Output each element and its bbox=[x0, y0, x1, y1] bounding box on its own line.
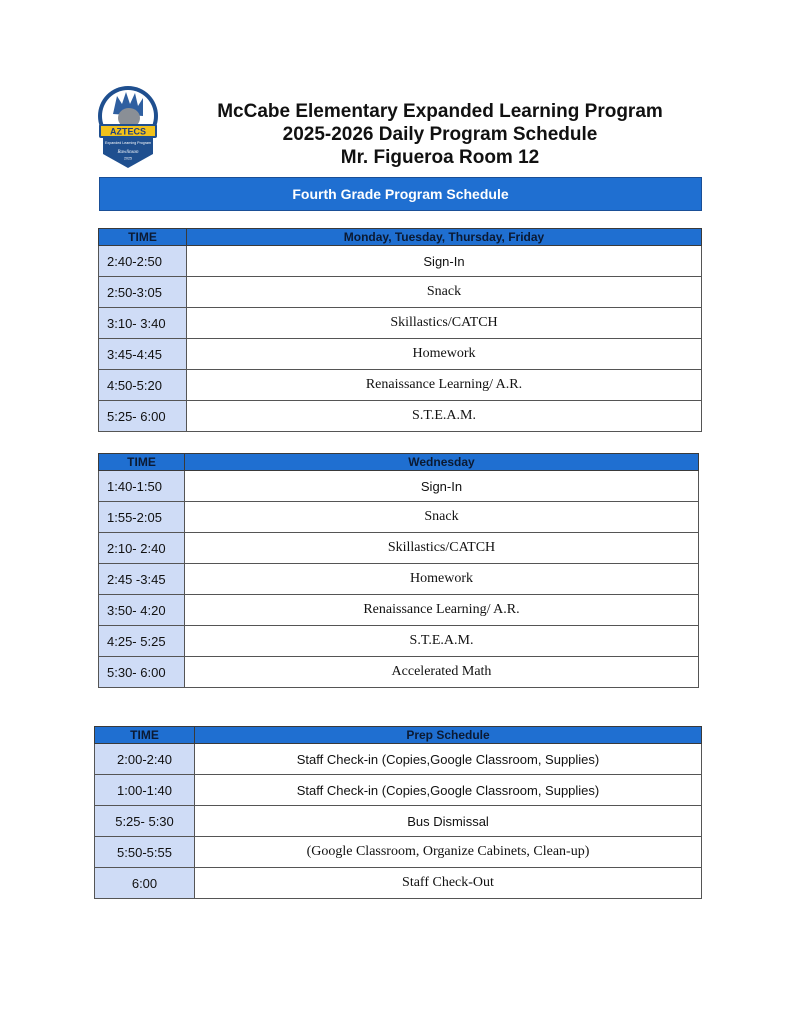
table-row bbox=[99, 401, 702, 432]
table-row bbox=[95, 837, 702, 868]
days-column-header: Monday, Tuesday, Thursday, Friday bbox=[187, 229, 702, 246]
time-cell: 4:50-5:20 bbox=[99, 370, 187, 401]
time-cell: 1:55-2:05 bbox=[99, 502, 185, 533]
table-row bbox=[99, 626, 699, 657]
activity-cell: (Google Classroom, Organize Cabinets, Clean-up) bbox=[195, 837, 702, 868]
wednesday-schedule-table bbox=[98, 453, 699, 688]
svg-text:2025: 2025 bbox=[124, 156, 132, 161]
time-cell: 2:40-2:50 bbox=[99, 246, 187, 277]
table-row bbox=[99, 564, 699, 595]
time-cell: 3:45-4:45 bbox=[99, 339, 187, 370]
time-cell: 2:45 -3:45 bbox=[99, 564, 185, 595]
time-cell: 2:00-2:40 bbox=[95, 744, 195, 775]
table-row bbox=[95, 775, 702, 806]
table-row bbox=[99, 339, 702, 370]
table-row bbox=[95, 806, 702, 837]
activity-cell: Snack bbox=[185, 502, 699, 533]
time-cell: 1:40-1:50 bbox=[99, 471, 185, 502]
activity-cell: Staff Check-Out bbox=[195, 868, 702, 899]
table-row bbox=[99, 533, 699, 564]
days-column-header: Wednesday bbox=[185, 454, 699, 471]
time-cell: 5:25- 6:00 bbox=[99, 401, 187, 432]
table-header-row bbox=[99, 229, 702, 246]
table-header-row bbox=[95, 727, 702, 744]
prep-column-header: Prep Schedule bbox=[195, 727, 702, 744]
svg-text:Expanded Learning Program: Expanded Learning Program bbox=[105, 141, 151, 145]
page-title bbox=[200, 100, 680, 169]
table-header-row bbox=[99, 454, 699, 471]
time-column-header: TIME bbox=[95, 727, 195, 744]
time-cell: 2:50-3:05 bbox=[99, 277, 187, 308]
table-row bbox=[99, 657, 699, 688]
table-row bbox=[99, 595, 699, 626]
time-cell: 5:30- 6:00 bbox=[99, 657, 185, 688]
time-cell: 1:00-1:40 bbox=[95, 775, 195, 806]
title-line-schedule: 2025-2026 Daily Program Schedule bbox=[282, 124, 598, 145]
aztecs-shield-icon bbox=[89, 84, 167, 170]
activity-cell: Skillastics/CATCH bbox=[187, 308, 702, 339]
table-row bbox=[95, 744, 702, 775]
activity-cell: Homework bbox=[185, 564, 699, 595]
table-row bbox=[99, 370, 702, 401]
activity-cell: Snack bbox=[187, 277, 702, 308]
activity-cell: Staff Check-in (Copies,Google Classroom, Supplies) bbox=[195, 744, 702, 775]
time-column-header: TIME bbox=[99, 229, 187, 246]
activity-cell: S.T.E.A.M. bbox=[185, 626, 699, 657]
table-row bbox=[99, 502, 699, 533]
title-line-program: McCabe Elementary Expanded Learning Program bbox=[217, 101, 663, 122]
activity-cell: Sign-In bbox=[185, 471, 699, 502]
activity-cell: Bus Dismissal bbox=[195, 806, 702, 837]
table-row bbox=[99, 246, 702, 277]
activity-cell: Sign-In bbox=[187, 246, 702, 277]
grade-banner: Fourth Grade Program Schedule bbox=[99, 177, 702, 211]
time-cell: 3:50- 4:20 bbox=[99, 595, 185, 626]
time-cell: 3:10- 3:40 bbox=[99, 308, 187, 339]
aztecs-logo bbox=[89, 84, 167, 170]
time-cell: 6:00 bbox=[95, 868, 195, 899]
activity-cell: S.T.E.A.M. bbox=[187, 401, 702, 432]
table-row bbox=[99, 277, 702, 308]
time-cell: 5:50-5:55 bbox=[95, 837, 195, 868]
activity-cell: Accelerated Math bbox=[185, 657, 699, 688]
svg-text:AZTECS: AZTECS bbox=[110, 126, 146, 137]
time-cell: 4:25- 5:25 bbox=[99, 626, 185, 657]
activity-cell: Renaissance Learning/ A.R. bbox=[185, 595, 699, 626]
activity-cell: Homework bbox=[187, 339, 702, 370]
title-line-room: Mr. Figueroa Room 12 bbox=[340, 147, 540, 168]
svg-text:Rawlinson: Rawlinson bbox=[117, 150, 139, 155]
activity-cell: Renaissance Learning/ A.R. bbox=[187, 370, 702, 401]
time-cell: 5:25- 5:30 bbox=[95, 806, 195, 837]
table-row bbox=[95, 868, 702, 899]
prep-schedule-table bbox=[94, 726, 702, 899]
time-cell: 2:10- 2:40 bbox=[99, 533, 185, 564]
weekday-schedule-table bbox=[98, 228, 702, 432]
activity-cell: Staff Check-in (Copies,Google Classroom, Supplies) bbox=[195, 775, 702, 806]
table-row bbox=[99, 308, 702, 339]
activity-cell: Skillastics/CATCH bbox=[185, 533, 699, 564]
table-row bbox=[99, 471, 699, 502]
time-column-header: TIME bbox=[99, 454, 185, 471]
